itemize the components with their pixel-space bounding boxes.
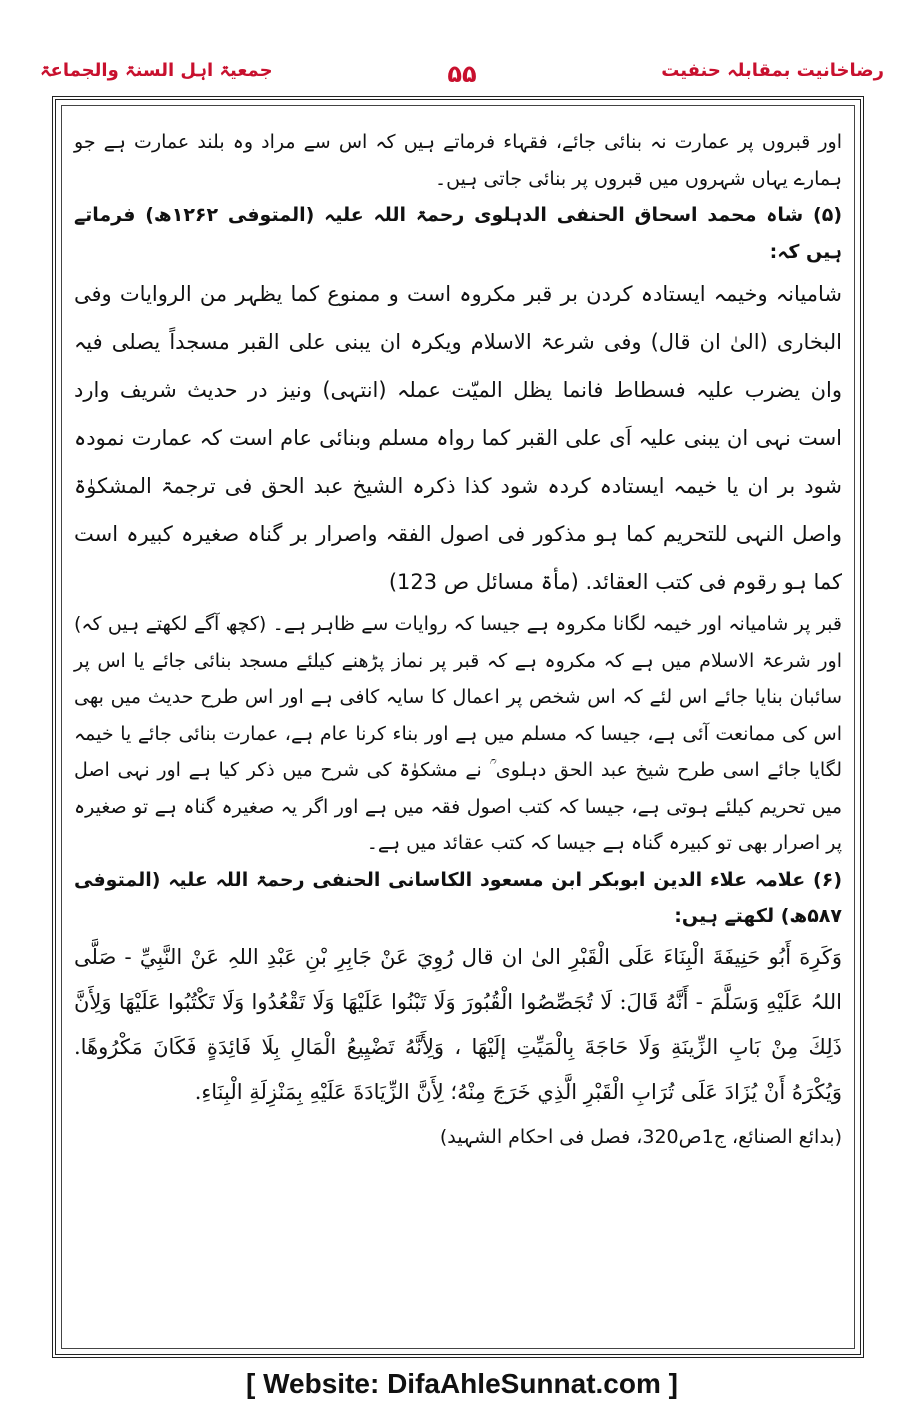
persian-quote: شامیانہ وخیمہ ایستادہ کردن بر قبر مکروہ است و ممنوع کما یظہر من الروایات وفی البخاری (الیٰ ان قال) وفی شرعۃ الاسلام ویکرہ ان یبنی علی القبر مسجداً یصلی فیہ وان یضرب علیہ فسطاط فانما یظل المیّت عملہ (انتہی) ونیز در حدیث شریف وارد است نہی ان یبنی علیہ اَی علی القبر کما رواہ مسلم وبنائی عام است کہ عمارت نمودہ شود بر ان یا خیمہ ایستادہ کردہ شود کذا ذکرہ الشیخ عبد الحق فی ترجمۃ المشکوٰۃ واصل النہی للتحریم کما ہو مذکور فی اصول الفقہ واصرار بر گناہ صغیرہ کبیرہ است کما ہو رقوم فی کتب العقائد. (مأۃ مسائل ص 123) xyxy=(74,282,842,594)
citation-reference: (بدائع الصنائع، ج1ص320، فصل فی احکام الشہید) xyxy=(439,1125,842,1148)
content-frame xyxy=(52,96,864,1358)
website-footer: [ Website: DifaAhleSunnat.com ] xyxy=(246,1368,678,1399)
arabic-quote: وَكَرِهَ أَبُو حَنِيفَةَ الْبِنَاءَ عَلَى الْقَبْرِ الیٰ ان قال رُوِيَ عَنْ جَابِرِ بْنِ عَبْدِ اللہِ عَنْ النَّبِيِّ - صَلَّى اللہُ عَلَيْهِ وَسَلَّمَ - أَنَّهُ قَالَ: لَا تُجَصِّصُوا الْقُبُورَ وَلَا تَبْنُوا عَلَيْهَا وَلَا تَقْعُدُوا وَلَا تَكْتُبُوا عَلَيْهَا وَلِأَنَّ ذَلِكَ مِنْ بَابِ الزِّينَةِ وَلَا حَاجَةَ بِالْمَيِّتِ إلَيْهَا ، وَلِأَنَّهُ تَضْيِيعُ الْمَالِ بِلَا فَائِدَةٍ فَكَانَ مَكْرُوهًا. وَيُكْرَهُ أَنْ يُزَادَ عَلَى تُرَابِ الْقَبْرِ الَّذِي خَرَجَ مِنْهُ؛ لِأَنَّ الزِّيَادَةَ عَلَيْهِ بِمَنْزِلَةِ الْبِنَاءِ. xyxy=(74,944,842,1104)
page-header xyxy=(40,60,884,90)
urdu-paragraph-1: اور قبروں پر عمارت نہ بنائی جائے، فقہاء فرماتے ہیں کہ اس سے مراد وہ بلند عمارت ہے جو ہمارے یہاں شہروں میں قبروں پر بنائی جاتی ہیں۔ xyxy=(74,131,842,190)
section-heading-5: (۵) شاہ محمد اسحاق الحنفی الدہلوی رحمۃ اللہ علیہ (المتوفی ۱۲۶۲ھ) فرماتے ہیں کہ: xyxy=(74,204,842,263)
page-number: ۵۵ xyxy=(447,60,477,88)
organization-name: جمعیۃ اہل السنۃ والجماعۃ xyxy=(40,60,273,81)
book-title: رضاخانیت بمقابلہ حنفیت xyxy=(661,60,884,81)
section-heading-6: (۶) علامہ علاء الدین ابوبکر ابن مسعود الکاسانی الحنفی رحمۃ اللہ علیہ (المتوفی ۵۸۷ھ) لکھتے ہیں: xyxy=(74,868,842,927)
urdu-translation: قبر پر شامیانہ اور خیمہ لگانا مکروہ ہے جیسا کہ روایات سے ظاہر ہے۔ (کچھ آگے لکھتے ہیں کہ) اور شرعۃ الاسلام میں ہے کہ مکروہ ہے کہ قبر پر نماز پڑھنے کیلئے مسجد بنائی جائے یا اس پر سائبان بنایا جائے اس لئے کہ اس شخص پر اعمال کا سایہ کافی ہے اور اس طرح حدیث میں بھی اس کی ممانعت آئی ہے، جیسا کہ مسلم میں ہے اور بناء کرنا عام ہے، عمارت بنائی جائے یا خیمہ لگایا جائے اسی طرح شیخ عبد الحق دہلوی ؒ نے مشکوٰۃ کی شرح میں ذکر کیا ہے اور نہی اصل میں تحریم کیلئے ہوتی ہے، جیسا کہ کتب اصول فقہ میں ہے اور اگر یہ صغیرہ گناہ ہے تو صغیرہ پر اصرار بھی تو کبیرہ گناہ ہے جیسا کہ کتب عقائد میں ہے۔ xyxy=(74,613,842,854)
